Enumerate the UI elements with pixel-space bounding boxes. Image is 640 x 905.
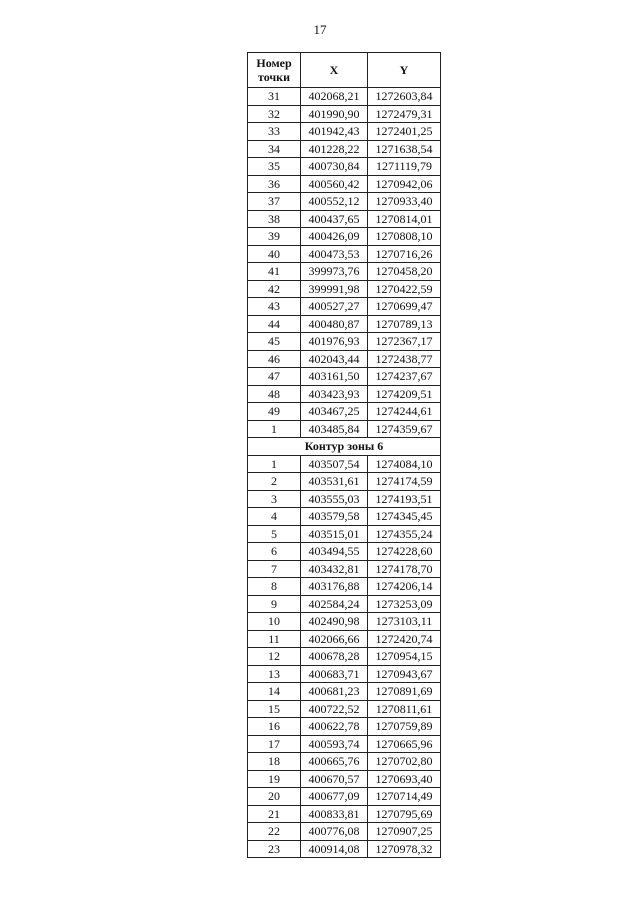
table-row bbox=[248, 473, 441, 491]
x-cell: 400681,23 bbox=[301, 683, 368, 701]
point-number-cell: 12 bbox=[248, 648, 301, 666]
table-row bbox=[248, 543, 441, 561]
y-cell: 1274206,14 bbox=[368, 578, 441, 596]
x-cell: 403507,54 bbox=[301, 455, 368, 473]
header-point-number bbox=[248, 53, 301, 88]
y-cell: 1272367,17 bbox=[368, 333, 441, 351]
y-cell: 1274084,10 bbox=[368, 455, 441, 473]
x-cell: 403467,25 bbox=[301, 403, 368, 421]
point-number-cell: 8 bbox=[248, 578, 301, 596]
point-number-cell: 1 bbox=[248, 455, 301, 473]
table-row bbox=[248, 333, 441, 351]
table-row bbox=[248, 630, 441, 648]
table-row bbox=[248, 210, 441, 228]
point-number-cell: 49 bbox=[248, 403, 301, 421]
y-cell: 1270933,40 bbox=[368, 193, 441, 211]
point-number-cell: 45 bbox=[248, 333, 301, 351]
table-row bbox=[248, 88, 441, 106]
y-cell: 1270693,40 bbox=[368, 770, 441, 788]
x-cell: 400552,12 bbox=[301, 193, 368, 211]
point-number-cell: 36 bbox=[248, 175, 301, 193]
table-row bbox=[248, 280, 441, 298]
x-cell: 400593,74 bbox=[301, 735, 368, 753]
x-cell: 402066,66 bbox=[301, 630, 368, 648]
x-cell: 400833,81 bbox=[301, 805, 368, 823]
table-row bbox=[248, 245, 441, 263]
table-row bbox=[248, 648, 441, 666]
x-cell: 400678,28 bbox=[301, 648, 368, 666]
y-cell: 1272438,77 bbox=[368, 350, 441, 368]
x-cell: 400560,42 bbox=[301, 175, 368, 193]
header-point-number-line2: точки bbox=[257, 70, 291, 84]
page-number: 17 bbox=[313, 22, 327, 37]
y-cell: 1270943,67 bbox=[368, 665, 441, 683]
x-cell: 402490,98 bbox=[301, 613, 368, 631]
point-number-cell: 37 bbox=[248, 193, 301, 211]
x-cell: 403176,88 bbox=[301, 578, 368, 596]
x-cell: 403432,81 bbox=[301, 560, 368, 578]
point-number-cell: 21 bbox=[248, 805, 301, 823]
y-cell: 1270811,61 bbox=[368, 700, 441, 718]
table-row bbox=[248, 823, 441, 841]
table-row bbox=[248, 350, 441, 368]
table-row bbox=[248, 490, 441, 508]
y-cell: 1274228,60 bbox=[368, 543, 441, 561]
table-row bbox=[248, 788, 441, 806]
x-cell: 403531,61 bbox=[301, 473, 368, 491]
x-cell: 400665,76 bbox=[301, 753, 368, 771]
y-cell: 1271119,79 bbox=[368, 158, 441, 176]
x-cell: 402584,24 bbox=[301, 595, 368, 613]
y-cell: 1270702,80 bbox=[368, 753, 441, 771]
x-cell: 399973,76 bbox=[301, 263, 368, 281]
point-number-cell: 3 bbox=[248, 490, 301, 508]
point-number-cell: 14 bbox=[248, 683, 301, 701]
table-row bbox=[248, 578, 441, 596]
point-number-cell: 9 bbox=[248, 595, 301, 613]
x-cell: 403485,84 bbox=[301, 420, 368, 438]
table-row bbox=[248, 175, 441, 193]
table-row bbox=[248, 753, 441, 771]
x-cell: 403555,03 bbox=[301, 490, 368, 508]
point-number-cell: 39 bbox=[248, 228, 301, 246]
point-number-cell: 48 bbox=[248, 385, 301, 403]
y-cell: 1274359,67 bbox=[368, 420, 441, 438]
table-row bbox=[248, 298, 441, 316]
table-row bbox=[248, 525, 441, 543]
y-cell: 1272401,25 bbox=[368, 123, 441, 141]
point-number-cell: 47 bbox=[248, 368, 301, 386]
point-number-cell: 43 bbox=[248, 298, 301, 316]
x-cell: 400683,71 bbox=[301, 665, 368, 683]
point-number-cell: 34 bbox=[248, 140, 301, 158]
x-cell: 400480,87 bbox=[301, 315, 368, 333]
point-number-cell: 13 bbox=[248, 665, 301, 683]
point-number-cell: 10 bbox=[248, 613, 301, 631]
x-cell: 400677,09 bbox=[301, 788, 368, 806]
table-row bbox=[248, 403, 441, 421]
x-cell: 400730,84 bbox=[301, 158, 368, 176]
table-row bbox=[248, 455, 441, 473]
section-title-row bbox=[248, 438, 441, 456]
table-row bbox=[248, 420, 441, 438]
point-number-cell: 31 bbox=[248, 88, 301, 106]
point-number-cell: 5 bbox=[248, 525, 301, 543]
section-title: Контур зоны 6 bbox=[248, 438, 441, 456]
y-cell: 1270458,20 bbox=[368, 263, 441, 281]
point-number-cell: 35 bbox=[248, 158, 301, 176]
table-row bbox=[248, 718, 441, 736]
table-row bbox=[248, 700, 441, 718]
y-cell: 1270422,59 bbox=[368, 280, 441, 298]
table-row bbox=[248, 665, 441, 683]
y-cell: 1270789,13 bbox=[368, 315, 441, 333]
y-cell: 1270699,47 bbox=[368, 298, 441, 316]
y-cell: 1273253,09 bbox=[368, 595, 441, 613]
point-number-cell: 15 bbox=[248, 700, 301, 718]
x-cell: 400722,52 bbox=[301, 700, 368, 718]
x-cell: 401976,93 bbox=[301, 333, 368, 351]
point-number-cell: 23 bbox=[248, 840, 301, 858]
y-cell: 1270978,32 bbox=[368, 840, 441, 858]
table-row bbox=[248, 508, 441, 526]
x-cell: 400527,27 bbox=[301, 298, 368, 316]
table-row bbox=[248, 613, 441, 631]
point-number-cell: 6 bbox=[248, 543, 301, 561]
x-cell: 402068,21 bbox=[301, 88, 368, 106]
y-cell: 1274209,51 bbox=[368, 385, 441, 403]
x-cell: 400473,53 bbox=[301, 245, 368, 263]
table-row bbox=[248, 368, 441, 386]
y-cell: 1274237,67 bbox=[368, 368, 441, 386]
y-cell: 1270942,06 bbox=[368, 175, 441, 193]
table-row bbox=[248, 595, 441, 613]
y-cell: 1270954,15 bbox=[368, 648, 441, 666]
point-number-cell: 22 bbox=[248, 823, 301, 841]
point-number-cell: 11 bbox=[248, 630, 301, 648]
point-number-cell: 16 bbox=[248, 718, 301, 736]
y-cell: 1274355,24 bbox=[368, 525, 441, 543]
y-cell: 1270714,49 bbox=[368, 788, 441, 806]
y-cell: 1270716,26 bbox=[368, 245, 441, 263]
y-cell: 1273103,11 bbox=[368, 613, 441, 631]
coordinates-table bbox=[247, 52, 441, 858]
table-row bbox=[248, 560, 441, 578]
table-row bbox=[248, 123, 441, 141]
y-cell: 1272603,84 bbox=[368, 88, 441, 106]
y-cell: 1270759,89 bbox=[368, 718, 441, 736]
x-cell: 403515,01 bbox=[301, 525, 368, 543]
y-cell: 1274244,61 bbox=[368, 403, 441, 421]
y-cell: 1274193,51 bbox=[368, 490, 441, 508]
y-cell: 1272420,74 bbox=[368, 630, 441, 648]
x-cell: 402043,44 bbox=[301, 350, 368, 368]
x-cell: 403494,55 bbox=[301, 543, 368, 561]
x-cell: 400670,57 bbox=[301, 770, 368, 788]
header-y: Y bbox=[368, 53, 441, 88]
table-row bbox=[248, 840, 441, 858]
x-cell: 400426,09 bbox=[301, 228, 368, 246]
point-number-cell: 42 bbox=[248, 280, 301, 298]
y-cell: 1271638,54 bbox=[368, 140, 441, 158]
table-row bbox=[248, 105, 441, 123]
point-number-cell: 17 bbox=[248, 735, 301, 753]
table-row bbox=[248, 683, 441, 701]
table-row bbox=[248, 315, 441, 333]
point-number-cell: 4 bbox=[248, 508, 301, 526]
x-cell: 400622,78 bbox=[301, 718, 368, 736]
point-number-cell: 33 bbox=[248, 123, 301, 141]
header-point-number-line1: Номер bbox=[256, 56, 292, 70]
y-cell: 1274345,45 bbox=[368, 508, 441, 526]
table-row bbox=[248, 263, 441, 281]
y-cell: 1270665,96 bbox=[368, 735, 441, 753]
point-number-cell: 40 bbox=[248, 245, 301, 263]
table-row bbox=[248, 805, 441, 823]
point-number-cell: 38 bbox=[248, 210, 301, 228]
y-cell: 1272479,31 bbox=[368, 105, 441, 123]
point-number-cell: 1 bbox=[248, 420, 301, 438]
point-number-cell: 2 bbox=[248, 473, 301, 491]
x-cell: 401228,22 bbox=[301, 140, 368, 158]
x-cell: 400437,65 bbox=[301, 210, 368, 228]
y-cell: 1270907,25 bbox=[368, 823, 441, 841]
table-row bbox=[248, 385, 441, 403]
x-cell: 403423,93 bbox=[301, 385, 368, 403]
y-cell: 1270808,10 bbox=[368, 228, 441, 246]
y-cell: 1270795,69 bbox=[368, 805, 441, 823]
point-number-cell: 46 bbox=[248, 350, 301, 368]
point-number-cell: 41 bbox=[248, 263, 301, 281]
point-number-cell: 32 bbox=[248, 105, 301, 123]
table-row bbox=[248, 158, 441, 176]
table-row bbox=[248, 735, 441, 753]
y-cell: 1274174,59 bbox=[368, 473, 441, 491]
table-row bbox=[248, 140, 441, 158]
table-row bbox=[248, 228, 441, 246]
x-cell: 403579,58 bbox=[301, 508, 368, 526]
table-row bbox=[248, 770, 441, 788]
table-body bbox=[248, 88, 441, 858]
table-header-row bbox=[248, 53, 441, 88]
y-cell: 1270891,69 bbox=[368, 683, 441, 701]
header-x: X bbox=[301, 53, 368, 88]
x-cell: 399991,98 bbox=[301, 280, 368, 298]
y-cell: 1270814,01 bbox=[368, 210, 441, 228]
point-number-cell: 20 bbox=[248, 788, 301, 806]
x-cell: 403161,50 bbox=[301, 368, 368, 386]
point-number-cell: 44 bbox=[248, 315, 301, 333]
x-cell: 401942,43 bbox=[301, 123, 368, 141]
point-number-cell: 7 bbox=[248, 560, 301, 578]
x-cell: 400776,08 bbox=[301, 823, 368, 841]
x-cell: 400914,08 bbox=[301, 840, 368, 858]
table-row bbox=[248, 193, 441, 211]
point-number-cell: 19 bbox=[248, 770, 301, 788]
x-cell: 401990,90 bbox=[301, 105, 368, 123]
y-cell: 1274178,70 bbox=[368, 560, 441, 578]
point-number-cell: 18 bbox=[248, 753, 301, 771]
